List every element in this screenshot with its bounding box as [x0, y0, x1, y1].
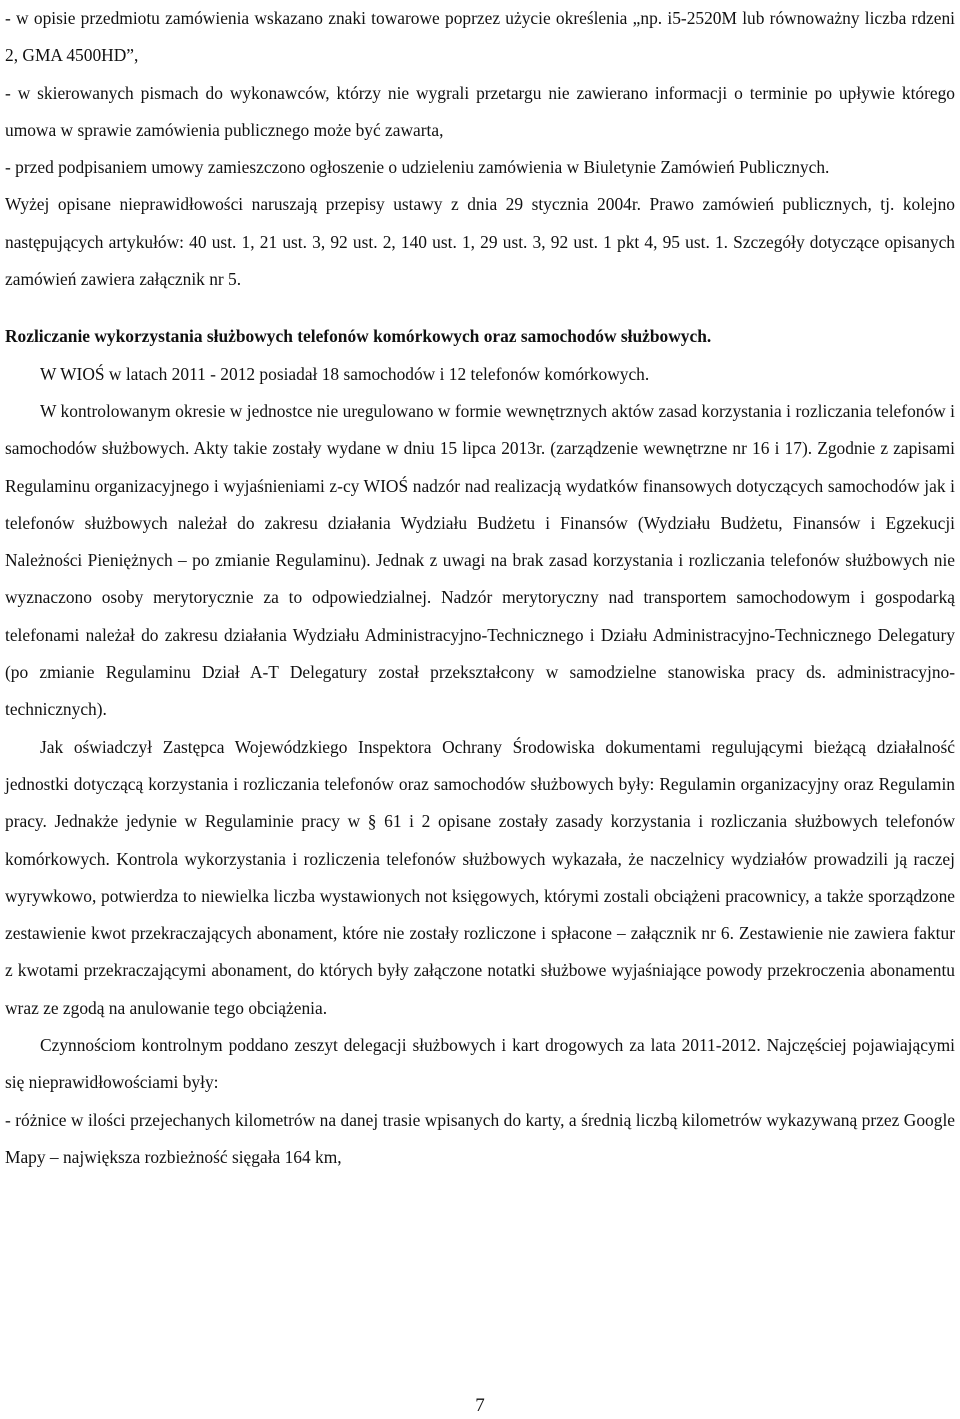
paragraph-gap	[5, 298, 955, 318]
section-heading: Rozliczanie wykorzystania służbowych telefonów komórkowych oraz samochodów służbowych.	[5, 326, 712, 347]
paragraph: W kontrolowanym okresie w jednostce nie uregulowano w formie wewnętrznych aktów zasad korzystania i rozliczania telefonów i samochodów służbowych. Akty takie zostały wydane w dniu 15 lipca 2013r. (zarządzenie wewnętrzne nr 16 i 17). Zgodnie z zapisami Regulaminu organizacyjnego i wyjaśnieniami z-cy WIOŚ nadzór nad realizacją wydatków finansowych dotyczących samochodów jak i telefonów służbowych należał do zakresu działania Wydziału Budżetu i Finansów (Wydziału Budżetu, Finansów i Egzekucji Należności Pieniężnych – po zmianie Regulaminu). Jednak z uwagi na brak zasad korzystania i rozliczania telefonów służbowych nie wyznaczono osoby merytorycznie za to odpowiedzialnej. Nadzór merytoryczny nad transportem samochodowym i gospodarką telefonami należał do zakresu działania Wydziału Administracyjno-Technicznego i Działu Administracyjno-Technicznego Delegatury (po zmianie Regulaminu Dział A-T Delegatury został przekształcony w samodzielne stanowiska pracy ds. administracyjno-technicznych).	[5, 400, 955, 720]
list-item: - w opisie przedmiotu zamówienia wskazano znaki towarowe poprzez użycie określenia „np. i5-2520M lub równoważny liczba rdzeni 2, GMA 4500HD”,	[5, 8, 955, 66]
paragraph: Jak oświadczył Zastępca Wojewódzkiego Inspektora Ochrany Środowiska dokumentami regulującymi bieżącą działalność jednostki dotyczącą korzystania i rozliczania telefonów oraz samochodów służbowych były: Regulamin organizacyjny oraz Regulamin pracy. Jednakże jedynie w Regulaminie pracy w § 61 i 2 opisane zostały zasady korzystania i rozliczania służbowych telefonów komórkowych. Kontrola wykorzystania i rozliczenia telefonów służbowych wykazała, że naczelnicy wydziałów prowadzili ją raczej wyrywkowo, potwierdza to niewielka liczba wystawionych not księgowych, którymi zostali obciążeni pracownicy, a także sporządzone zestawienie kwot przekraczających abonament, które nie zostały rozliczone i spłacone – załącznik nr 6. Zestawienie nie zawiera faktur z kwotami przekraczającymi abonament, do których były załączone notatki służbowe wyjaśniające powody przekroczenia abonamentu wraz ze zgodą na anulowanie tego obciążenia.	[5, 736, 955, 1018]
paragraph: Czynnościom kontrolnym poddano zeszyt delegacji służbowych i kart drogowych za lata 2011-2012. Najczęściej pojawiającymi się nieprawidłowościami były:	[5, 1035, 955, 1093]
list-item: - przed podpisaniem umowy zamieszczono ogłoszenie o udzieleniu zamówienia w Biuletynie Zamówień Publicznych.	[5, 157, 830, 178]
page-number: 7	[475, 1395, 485, 1416]
paragraph: Wyżej opisane nieprawidłowości naruszają przepisy ustawy z dnia 29 stycznia 2004r. Prawo zamówień publicznych, tj. kolejno następujących artykułów: 40 ust. 1, 21 ust. 3, 92 ust. 2, 140 ust. 1, 29 ust. 3, 92 ust. 1 pkt 4, 95 ust. 1. Szczegóły dotyczące opisanych zamówień zawiera załącznik nr 5.	[5, 194, 955, 290]
paragraph: W WIOŚ w latach 2011 - 2012 posiadał 18 samochodów i 12 telefonów komórkowych.	[40, 363, 650, 384]
list-item: - w skierowanych pismach do wykonawców, którzy nie wygrali przetargu nie zawierano informacji o terminie po upływie którego umowa w sprawie zamówienia publicznego może być zawarta,	[5, 82, 955, 140]
document-page	[5, 0, 955, 1176]
list-item: - różnice w ilości przejechanych kilometrów na danej trasie wpisanych do karty, a średnią liczbą kilometrów wykazywaną przez Google Mapy – największa rozbieżność sięgała 164 km,	[5, 1109, 955, 1167]
